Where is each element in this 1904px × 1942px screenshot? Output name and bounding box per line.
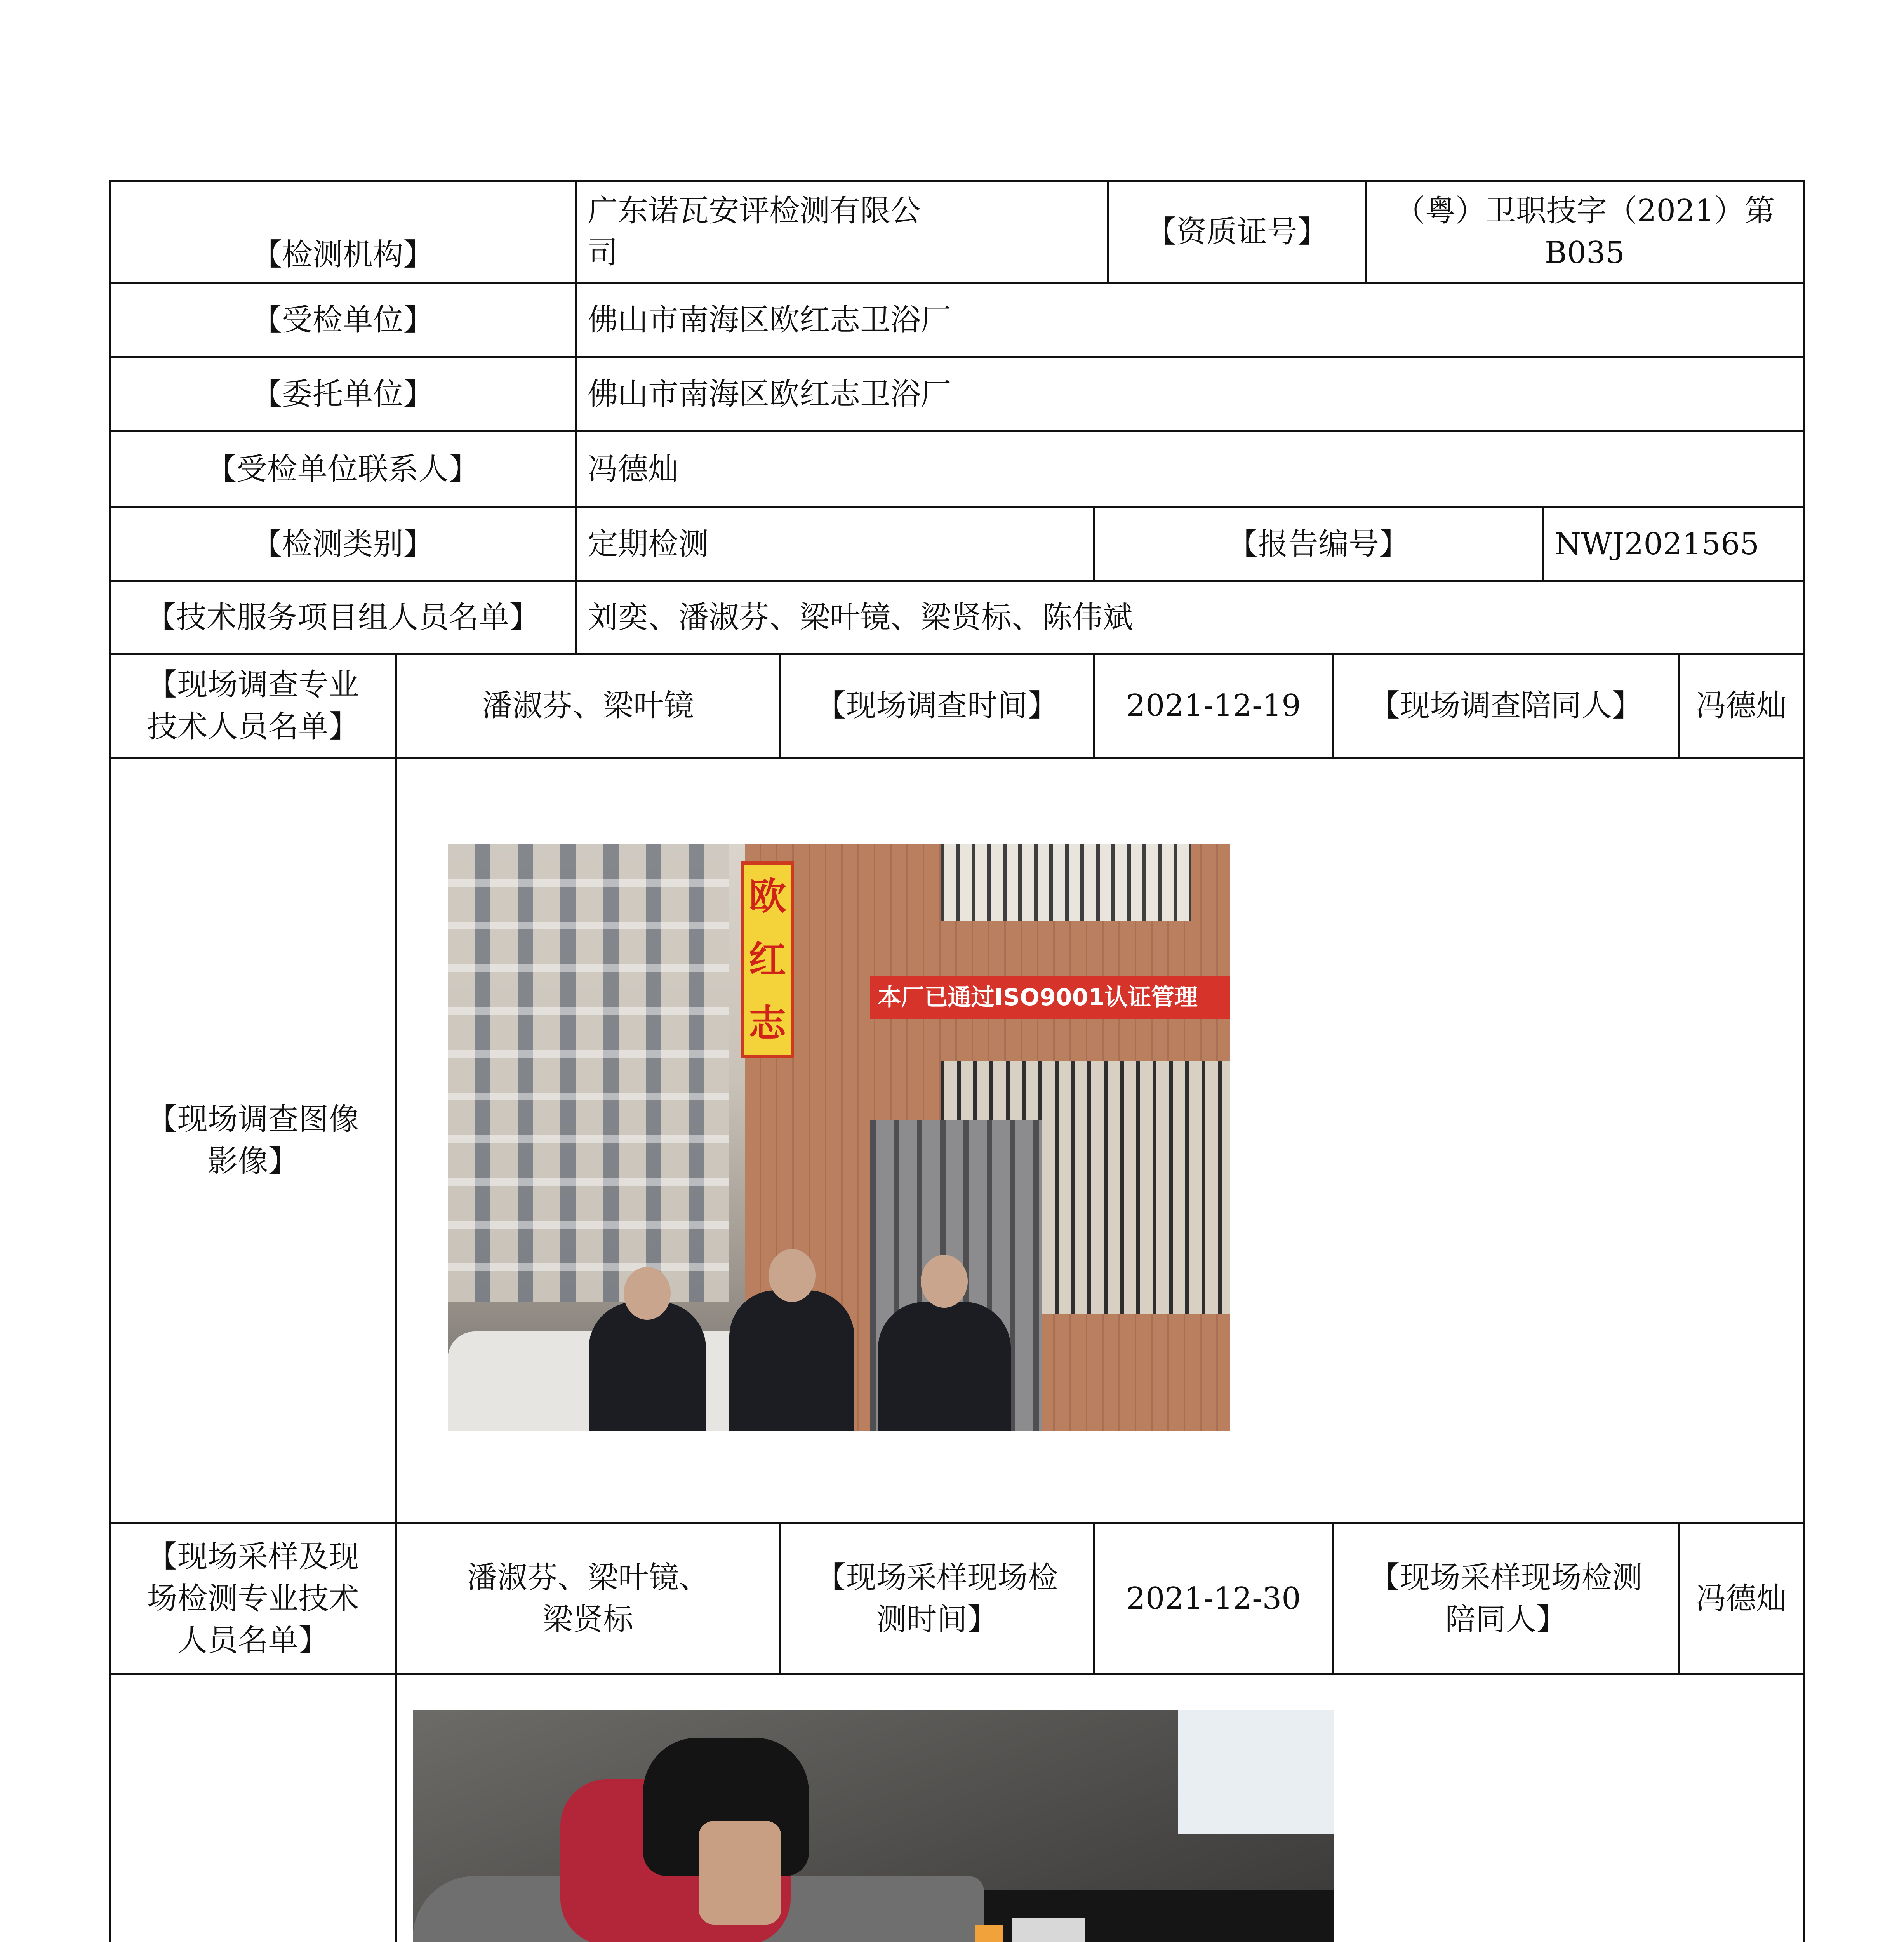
- person-left-head: [624, 1267, 671, 1320]
- sampling-companion-value: 冯德灿: [1678, 1522, 1805, 1675]
- row-sampling: [109, 1522, 1805, 1675]
- category-value: 定期检测: [575, 506, 1095, 582]
- sampling-time-value: 2021-12-30: [1093, 1522, 1334, 1675]
- row-survey: [109, 653, 1805, 759]
- factory-sign: [741, 861, 794, 1058]
- row-contact: [109, 430, 1805, 508]
- sign-char: 志: [749, 1001, 786, 1045]
- person-middle: [729, 1290, 854, 1431]
- row-team: [109, 580, 1805, 655]
- report-number-value: NWJ2021565: [1542, 506, 1805, 582]
- row-survey-image: [109, 757, 1805, 1524]
- sampling-time-label: 【现场采样现场检 测时间】: [779, 1522, 1095, 1675]
- row-category: [109, 506, 1805, 582]
- team-value: 刘奕、潘淑芬、梁叶镜、梁贤标、陈伟斌: [575, 580, 1805, 655]
- survey-companion-value: 冯德灿: [1678, 653, 1805, 759]
- sign-char: 欧: [749, 875, 786, 919]
- sampling-companion-label: 【现场采样现场检测 陪同人】: [1332, 1522, 1680, 1675]
- institution-value: 广东诺瓦安评检测有限公 司: [575, 180, 1109, 284]
- survey-time-label: 【现场调查时间】: [779, 653, 1095, 759]
- survey-time-value: 2021-12-19: [1093, 653, 1334, 759]
- category-label: 【检测类别】: [109, 506, 577, 582]
- qualification-label: 【资质证号】: [1107, 180, 1367, 284]
- client-value: 佛山市南海区欧红志卫浴厂: [575, 356, 1805, 432]
- person-right: [878, 1302, 1011, 1431]
- team-label: 【技术服务项目组人员名单】: [109, 580, 577, 655]
- row-institution: [109, 180, 1805, 284]
- site-survey-photo: [448, 844, 1230, 1431]
- survey-image-label: 【现场调查图像 影像】: [109, 757, 397, 1524]
- contact-label: 【受检单位联系人】: [109, 430, 577, 508]
- survey-image-cell: [395, 757, 1805, 1524]
- survey-staff-value: 潘淑芬、梁叶镜: [395, 653, 781, 759]
- person-middle-head: [769, 1249, 816, 1302]
- person-right-head: [921, 1255, 968, 1308]
- qualification-value: （粤）卫职技字（2021）第 B035: [1365, 180, 1805, 284]
- client-label: 【委托单位】: [109, 356, 577, 432]
- inspected-value: 佛山市南海区欧红志卫浴厂: [575, 282, 1805, 358]
- row-inspected-unit: [109, 282, 1805, 358]
- technician-face: [699, 1821, 782, 1925]
- person-left: [589, 1302, 706, 1431]
- site-sampling-photo: [413, 1710, 1334, 1942]
- contact-value: 冯德灿: [575, 430, 1805, 508]
- sampling-instrument: [1012, 1918, 1085, 1942]
- inspected-label: 【受检单位】: [109, 282, 577, 358]
- report-number-label: 【报告编号】: [1093, 506, 1544, 582]
- machine-cabinet: [947, 1890, 1334, 1942]
- wall-notice: [1178, 1710, 1334, 1834]
- survey-companion-label: 【现场调查陪同人】: [1332, 653, 1680, 759]
- sampling-image-cell: [395, 1673, 1805, 1942]
- row-sampling-image: [109, 1673, 1805, 1942]
- row-client-unit: [109, 356, 1805, 432]
- sign-char: 红: [749, 938, 786, 982]
- sampling-image-label: [109, 1673, 397, 1942]
- sampling-staff-label: 【现场采样及现 场检测专业技术 人员名单】: [109, 1522, 397, 1675]
- survey-staff-label: 【现场调查专业 技术人员名单】: [109, 653, 397, 759]
- sampling-tube: [975, 1925, 1003, 1942]
- red-banner: 本厂已通过ISO9001认证管理: [870, 976, 1230, 1019]
- window-grille: [941, 844, 1191, 921]
- sampling-staff-value: 潘淑芬、梁叶镜、 梁贤标: [395, 1522, 781, 1675]
- institution-label: 【检测机构】: [109, 180, 577, 284]
